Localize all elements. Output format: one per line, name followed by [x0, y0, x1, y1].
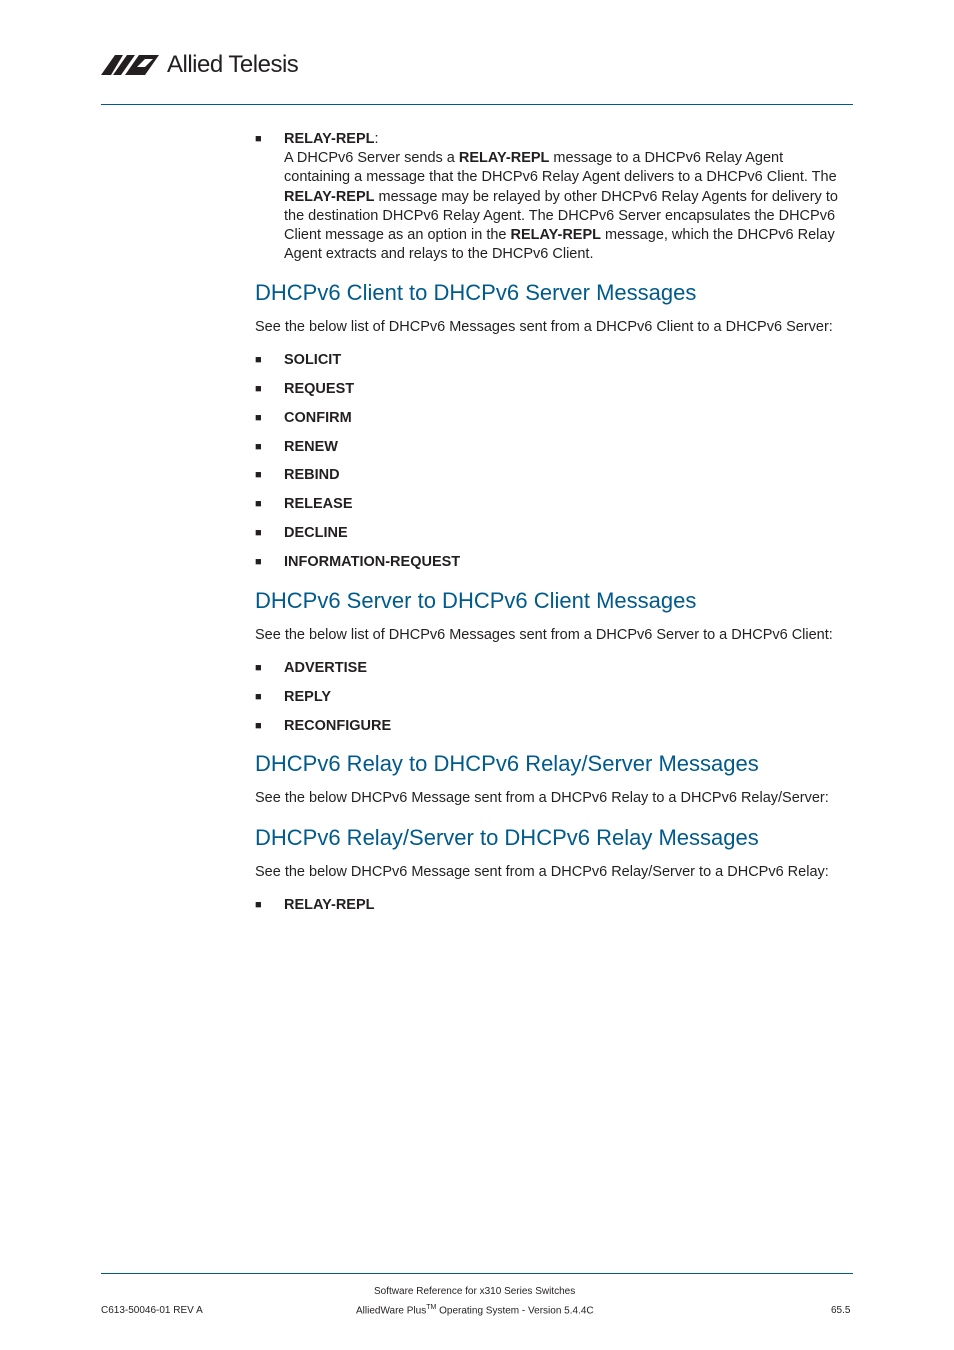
bullet-icon: ■	[255, 899, 262, 911]
relay-repl-description: A DHCPv6 Server sends a RELAY-REPL message to a DHCPv6 Relay Agent containing a message that the DHCPv6 Relay Agent delivers to a DHCPv6 Client. The RELAY-REPL message may be relayed by other DHCPv6 Relay Agents for delivery to the destination DHCPv6 Relay Agent. The DHCPv6 Server encapsulates the DHCPv6 Client message as an option in the RELAY-REPL message, which the DHCPv6 Relay Agent extracts and relays to the DHCPv6 Client.	[284, 150, 838, 263]
relay-repl-term: RELAY-REPL	[284, 131, 375, 147]
bullet-icon: ■	[255, 441, 262, 453]
bullet-icon: ■	[255, 469, 262, 481]
header-rule	[101, 104, 853, 105]
logo-text: Allied Telesis	[167, 51, 299, 78]
section-text-relay-to-relay-server: See the below DHCPv6 Message sent from a DHCPv6 Relay to a DHCPv6 Relay/Server:	[255, 790, 829, 806]
bullet-icon: ■	[255, 383, 262, 395]
footer-page-number: 65.5	[831, 1305, 851, 1316]
relay-repl-definition	[255, 130, 853, 270]
footer-rule	[101, 1273, 853, 1274]
section-heading-client-to-server: DHCPv6 Client to DHCPv6 Server Messages	[255, 280, 697, 305]
section-text-relay-server-to-relay: See the below DHCPv6 Message sent from a DHCPv6 Relay/Server to a DHCPv6 Relay:	[255, 864, 829, 880]
allied-telesis-logo	[101, 50, 298, 80]
bullet-icon: ■	[255, 527, 262, 539]
relay-repl-term-line: RELAY-REPL:	[284, 131, 379, 147]
bullet-icon: ■	[255, 412, 262, 424]
section-heading-relay-server-to-relay: DHCPv6 Relay/Server to DHCPv6 Relay Messages	[255, 825, 759, 850]
section-heading-server-to-client: DHCPv6 Server to DHCPv6 Client Messages	[255, 588, 697, 613]
footer-title: Software Reference for x310 Series Switches	[374, 1286, 576, 1297]
bullet-icon: ■	[255, 662, 262, 674]
bullet-icon: ■	[255, 498, 262, 510]
section-text-server-to-client: See the below list of DHCPv6 Messages sent from a DHCPv6 Server to a DHCPv6 Client:	[255, 627, 833, 643]
bullet-icon: ■	[255, 691, 262, 703]
bullet-icon: ■	[255, 133, 262, 145]
bullet-icon: ■	[255, 354, 262, 366]
bullet-icon: ■	[255, 720, 262, 732]
footer-product: AlliedWare Plus™ Operating System - Version 5.4.4C	[356, 1304, 594, 1317]
logo-mark-icon	[101, 53, 163, 77]
bullet-icon: ■	[255, 556, 262, 568]
section-text-client-to-server: See the below list of DHCPv6 Messages sent from a DHCPv6 Client to a DHCPv6 Server:	[255, 319, 833, 335]
footer-doc-code: C613-50046-01 REV A	[101, 1305, 203, 1316]
section-heading-relay-to-relay-server: DHCPv6 Relay to DHCPv6 Relay/Server Messages	[255, 751, 759, 776]
